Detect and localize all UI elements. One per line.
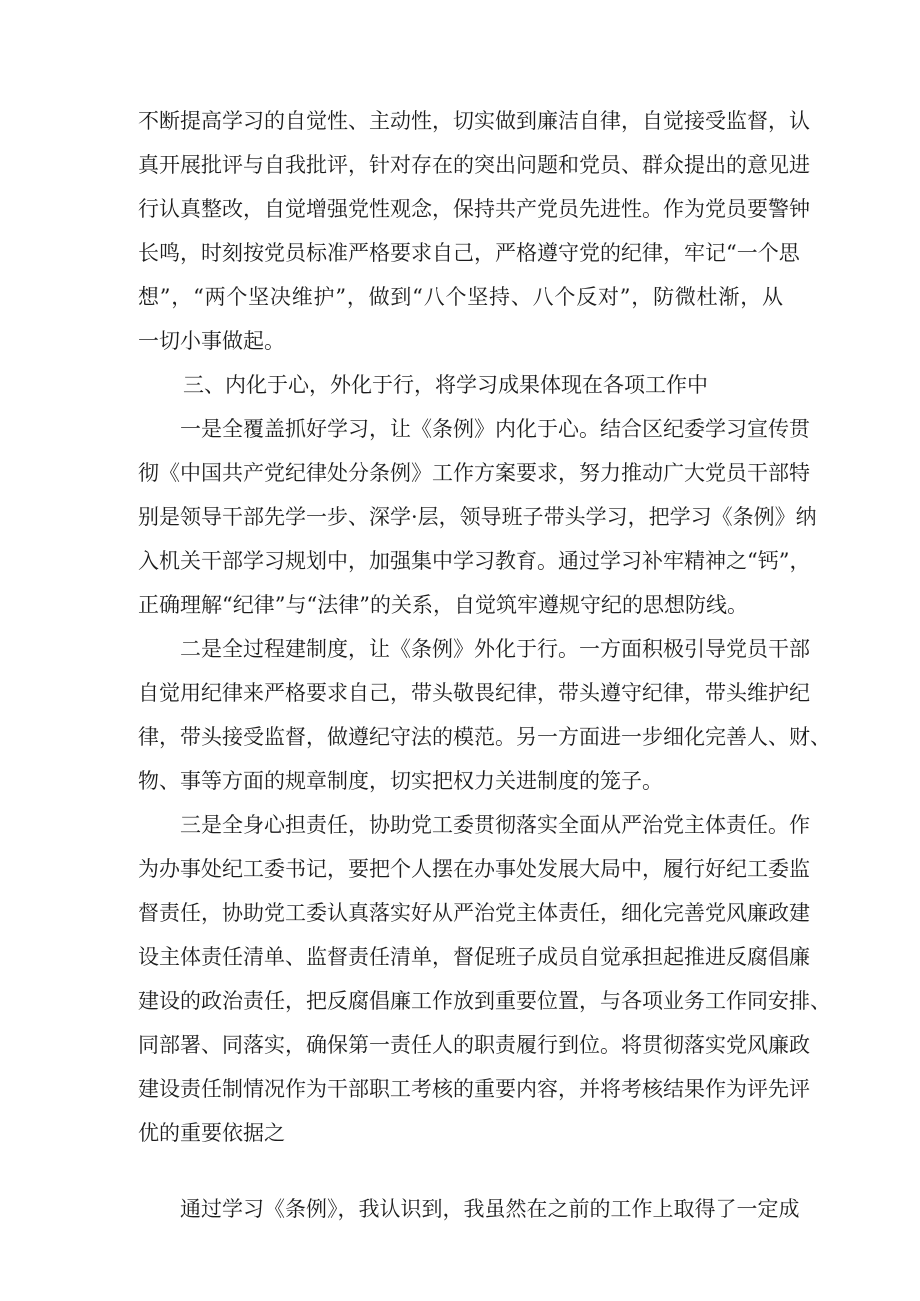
paragraph-line: 一切小事做起。: [138, 329, 285, 353]
paragraph-line: 行认真整改，自觉增强党性观念，保持共产党员先进性。作为党员要警钟: [138, 197, 810, 221]
paragraph-line: 别是领导干部先学一步、深学·层，领导班子带头学习，把学习《条例》纳: [138, 505, 817, 529]
paragraph-line: 建设责任制情况作为干部职工考核的重要内容，并将考核结果作为评先评: [138, 1077, 810, 1101]
paragraph-line: 物、事等方面的规章制度，切实把权力关进制度的笼子。: [138, 769, 663, 793]
paragraph-line: 二是全过程建制度，让《条例》外化于行。一方面积极引导党员干部: [180, 637, 810, 661]
paragraph-line: 入机关干部学习规划中，加强集中学习教育。通过学习补牢精神之“钙”，: [138, 549, 811, 573]
paragraph-line: 通过学习《条例》，我认识到，我虽然在之前的工作上取得了一定成: [180, 1197, 800, 1221]
paragraph-line: 同部署、同落实，确保第一责任人的职责履行到位。将贯彻落实党风廉政: [138, 1033, 810, 1057]
paragraph-line: 为办事处纪工委书记，要把个人摆在办事处发展大局中，履行好纪工委监: [138, 857, 810, 881]
paragraph-line: 自觉用纪律来严格要求自己，带头敬畏纪律，带头遵守纪律，带头维护纪: [138, 681, 810, 705]
paragraph-line: 正确理解“纪律”与“法律”的关系，自觉筑牢遵规守纪的思想防线。: [138, 593, 748, 617]
section-heading: 三、内化于心，外化于行，将学习成果体现在各项工作中: [183, 373, 708, 397]
paragraph-line: 督责任，协助党工委认真落实好从严治党主体责任，细化完善党风廉政建: [138, 901, 810, 925]
paragraph-line: 三是全身心担责任，协助党工委贯彻落实全面从严治党主体责任。作: [180, 813, 810, 837]
paragraph-line: 不断提高学习的自觉性、主动性，切实做到廉洁自律，自觉接受监督，认: [138, 109, 810, 133]
paragraph-line: 设主体责任清单、监督责任清单，督促班子成员自觉承担起推进反腐倡廉: [138, 945, 810, 969]
paragraph-line: 建设的政治责任，把反腐倡廉工作放到重要位置，与各项业务工作同安排、: [138, 989, 831, 1013]
paragraph-line: 想”，“两个坚决维护”，做到“八个坚持、八个反对”，防微杜渐，从: [138, 285, 783, 309]
paragraph-line: 真开展批评与自我批评，针对存在的突出问题和党员、群众提出的意见进: [138, 153, 810, 177]
paragraph-line: 优的重要依据之: [138, 1121, 285, 1145]
paragraph-line: 长鸣，时刻按党员标准严格要求自己，严格遵守党的纪律，牢记“一个思: [138, 241, 800, 265]
paragraph-line: 一是全覆盖抓好学习，让《条例》内化于心。结合区纪委学习宣传贯: [180, 417, 810, 441]
paragraph-line: 彻《中国共产党纪律处分条例》工作方案要求，努力推动广大党员干部特: [138, 461, 810, 485]
paragraph-line: 律，带头接受监督，做遵纪守法的模范。另一方面进一步细化完善人、财、: [138, 725, 831, 749]
